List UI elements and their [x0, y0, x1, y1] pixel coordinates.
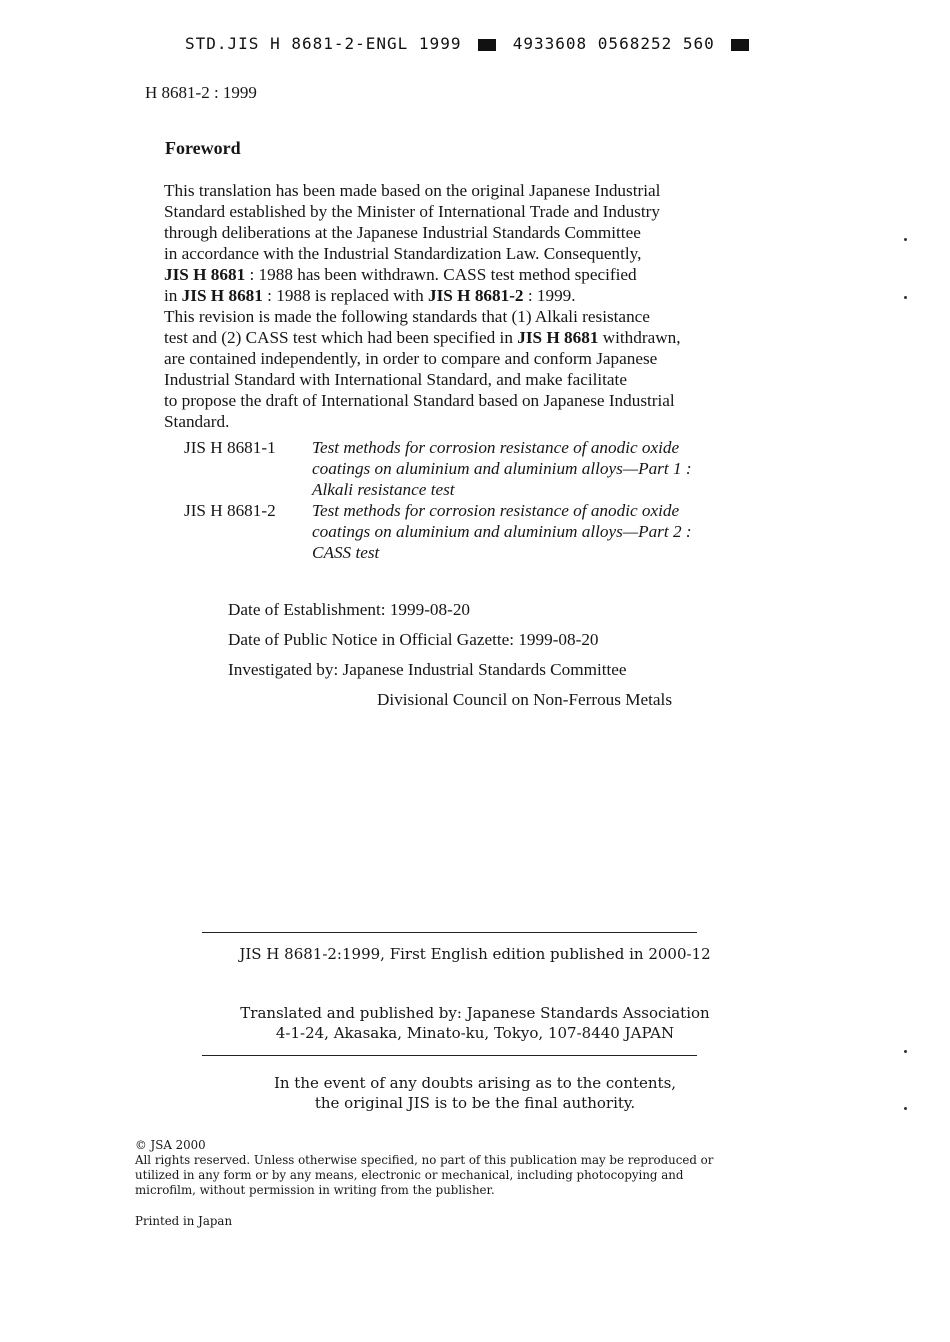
document-code-left: STD.JIS H 8681-2-ENGL 1999: [185, 34, 462, 53]
copyright-line: © JSA 2000: [135, 1138, 206, 1152]
investigated-by: Investigated by: Japanese Industrial Standards Committee: [228, 660, 627, 679]
authority-note: [0, 1074, 950, 1114]
standard-title: [312, 437, 692, 500]
title-line: Test methods for corrosion resistance of anodic oxide: [312, 501, 680, 520]
standard-entry: [184, 437, 692, 500]
authority-line: In the event of any doubts arising as to the contents,: [273, 1074, 677, 1092]
edition-line: JIS H 8681-2:1999, First English edition published in 2000-12: [239, 945, 711, 963]
publisher-info: [0, 1004, 950, 1044]
standard-ref: JIS H 8681: [517, 328, 599, 347]
standard-entry: [184, 500, 692, 563]
title-line: coatings on aluminium and aluminium alloys—Part 2 :: [312, 522, 692, 541]
divider-top: [202, 932, 697, 933]
rights-line: All rights reserved. Unless otherwise specified, no part of this publication may be reproduced or: [135, 1153, 714, 1167]
standard-code: JIS H 8681-2: [184, 501, 276, 520]
scan-speck: [904, 296, 907, 299]
text-line: are contained independently, in order to compare and conform Japanese: [164, 349, 658, 368]
redaction-block: [731, 39, 749, 51]
text-span: : 1999.: [523, 286, 576, 305]
divider-bottom: [202, 1055, 697, 1056]
standard-ref: JIS H 8681: [164, 265, 246, 284]
scan-speck: [904, 1107, 907, 1110]
publisher-address: 4-1-24, Akasaka, Minato-ku, Tokyo, 107-8440 JAPAN: [275, 1024, 675, 1042]
text-line: [164, 327, 774, 348]
redaction-block: [478, 39, 496, 51]
text-line: Standard established by the Minister of International Trade and Industry: [164, 202, 660, 221]
text-line: in accordance with the Industrial Standardization Law. Consequently,: [164, 244, 642, 263]
title-line: Alkali resistance test: [312, 480, 455, 499]
title-line: CASS test: [312, 543, 380, 562]
foreword-body: [164, 180, 774, 432]
date-of-establishment: Date of Establishment: 1999-08-20: [228, 600, 471, 619]
scan-speck: [904, 238, 907, 241]
copyright-notice: [135, 1138, 713, 1198]
document-code-right: 4933608 0568252 560: [512, 34, 715, 53]
standard-code: JIS H 8681-1: [184, 438, 276, 457]
text-line: to propose the draft of International Standard based on Japanese Industrial: [164, 391, 675, 410]
related-standards-list: [184, 437, 692, 563]
document-code-header: [185, 34, 755, 53]
text-line: Industrial Standard with International Standard, and make facilitate: [164, 370, 627, 389]
standard-title: [312, 500, 692, 563]
title-line: Test methods for corrosion resistance of anodic oxide: [312, 438, 680, 457]
rights-line: utilized in any form or by any means, electronic or mechanical, including photocopying and: [135, 1168, 684, 1182]
text-line: [164, 264, 774, 285]
scan-speck: [904, 1050, 907, 1053]
text-line: This revision is made the following standards that (1) Alkali resistance: [164, 307, 650, 326]
date-of-public-notice: Date of Public Notice in Official Gazette: 1999-08-20: [228, 630, 599, 649]
title-line: coatings on aluminium and aluminium alloys—Part 1 :: [312, 459, 692, 478]
publisher-line: Translated and published by: Japanese Standards Association: [240, 1004, 710, 1022]
text-line: This translation has been made based on the original Japanese Industrial: [164, 181, 661, 200]
text-span: : 1988 has been withdrawn. CASS test method specified: [245, 265, 637, 284]
text-span: test and (2) CASS test which had been specified in: [164, 328, 518, 347]
text-line: through deliberations at the Japanese Industrial Standards Committee: [164, 223, 641, 242]
text-span: : 1988 is replaced with: [262, 286, 429, 305]
text-span: withdrawn,: [598, 328, 681, 347]
rights-line: microfilm, without permission in writing from the publisher.: [135, 1183, 495, 1197]
standard-ref: JIS H 8681-2: [428, 286, 524, 305]
edition-note: [0, 945, 950, 965]
text-line: [164, 285, 774, 306]
divisional-council: Divisional Council on Non-Ferrous Metals: [377, 690, 673, 709]
foreword-heading: Foreword: [165, 138, 241, 158]
text-line: Standard.: [164, 412, 230, 431]
authority-line: the original JIS is to be the final authority.: [314, 1094, 636, 1112]
standard-ref: JIS H 8681: [181, 286, 263, 305]
text-span: in: [164, 286, 182, 305]
printed-in: Printed in Japan: [135, 1214, 233, 1228]
standard-number: H 8681-2 : 1999: [145, 83, 257, 102]
establishment-info: [228, 600, 672, 720]
